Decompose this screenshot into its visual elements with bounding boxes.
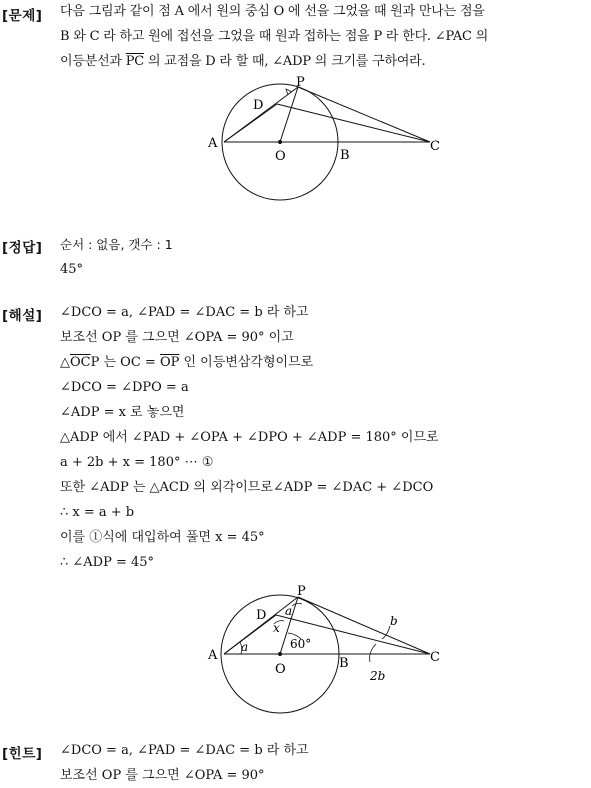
- hint-line-1: ∠DCO = a, ∠PAD = ∠DAC = b 라 하고: [60, 743, 309, 758]
- hint-text: [60, 738, 585, 788]
- fig1-label-p: P: [296, 76, 305, 90]
- fig2-label-b: B: [339, 656, 349, 671]
- fig2-label-a: A: [208, 648, 218, 663]
- problem-tag: [문제]: [2, 8, 43, 24]
- solution-line-1: ∠DCO = a, ∠PAD = ∠DAC = b 라 하고: [60, 305, 309, 320]
- answer-line-2: 45°: [60, 262, 84, 277]
- fig2-angle-a-left: a: [241, 640, 249, 654]
- solution-line-4: ∠DCO = ∠DPO = a: [60, 380, 189, 395]
- solution-line-6: △ADP 에서 ∠PAD + ∠OPA + ∠DPO + ∠ADP = 180° 이므로: [60, 430, 439, 445]
- solution-figure: [200, 582, 450, 732]
- fig1-label-c: C: [430, 139, 440, 154]
- problem-line-3: 이등분선과 $\overline{PC}$ 의 교점을 D 라 할 때, ∠ADP 의 크기를 구하여라.: [60, 54, 426, 69]
- hint-line-2: 보조선 OP 를 그으면 ∠OPA = 90°: [60, 768, 265, 783]
- fig1-label-d: D: [253, 98, 264, 113]
- fig1-label-b: B: [340, 148, 350, 163]
- fig2-angle-a-top: a: [285, 604, 293, 618]
- fig2-label-d: D: [256, 608, 267, 623]
- fig2-angle-2b: 2b: [370, 669, 386, 683]
- solution-tag: [해설]: [2, 308, 43, 324]
- problem-line-1: 다음 그림과 같이 점 A 에서 원의 중심 O 에 선을 그었을 때 원과 만나는 점을: [60, 4, 485, 19]
- answer-line-1: 순서 : 없음, 갯수 : 1: [60, 237, 173, 252]
- problem-line-2: B 와 C 라 하고 원에 접선을 그었을 때 원과 접하는 점을 P 라 한다. ∠PAC 의: [60, 29, 489, 44]
- fig2-angle-x: x: [273, 621, 280, 635]
- fig1-label-a: A: [208, 136, 218, 151]
- fig2-label-p: P: [297, 584, 306, 599]
- solution-line-7: a + 2b + x = 180° ⋯ ①: [60, 455, 214, 470]
- problem-text: [60, 0, 585, 74]
- problem-figure: [200, 76, 450, 202]
- solution-line-10: 이를 ①식에 대입하여 풀면 x = 45°: [60, 530, 265, 545]
- solution-line-11: ∴ ∠ADP = 45°: [60, 555, 155, 570]
- answer-tag: [정답]: [2, 240, 43, 256]
- hint-tag: [힌트]: [2, 746, 43, 762]
- solution-line-9: ∴ x = a + b: [60, 505, 135, 520]
- fig1-label-o: O: [275, 149, 286, 164]
- fig2-angle-b: b: [390, 614, 398, 628]
- solution-line-5: ∠ADP = x 로 놓으면: [60, 405, 185, 420]
- solution-line-8: 또한 ∠ADP 는 △ACD 의 외각이므로∠ADP = ∠DAC + ∠DCO: [60, 480, 434, 495]
- solution-text: [60, 300, 585, 575]
- fig2-label-o: O: [275, 662, 286, 677]
- fig2-angle-60: 60°: [290, 637, 312, 651]
- solution-line-3: $\triangle\overline{OC}P$ 는 OC = $\overline{OP}$ 인 이등변삼각형이므로: [60, 355, 314, 370]
- fig2-label-c: C: [430, 650, 440, 665]
- solution-line-2: 보조선 OP 를 그으면 ∠OPA = 90° 이고: [60, 330, 294, 345]
- answer-text: [60, 232, 585, 282]
